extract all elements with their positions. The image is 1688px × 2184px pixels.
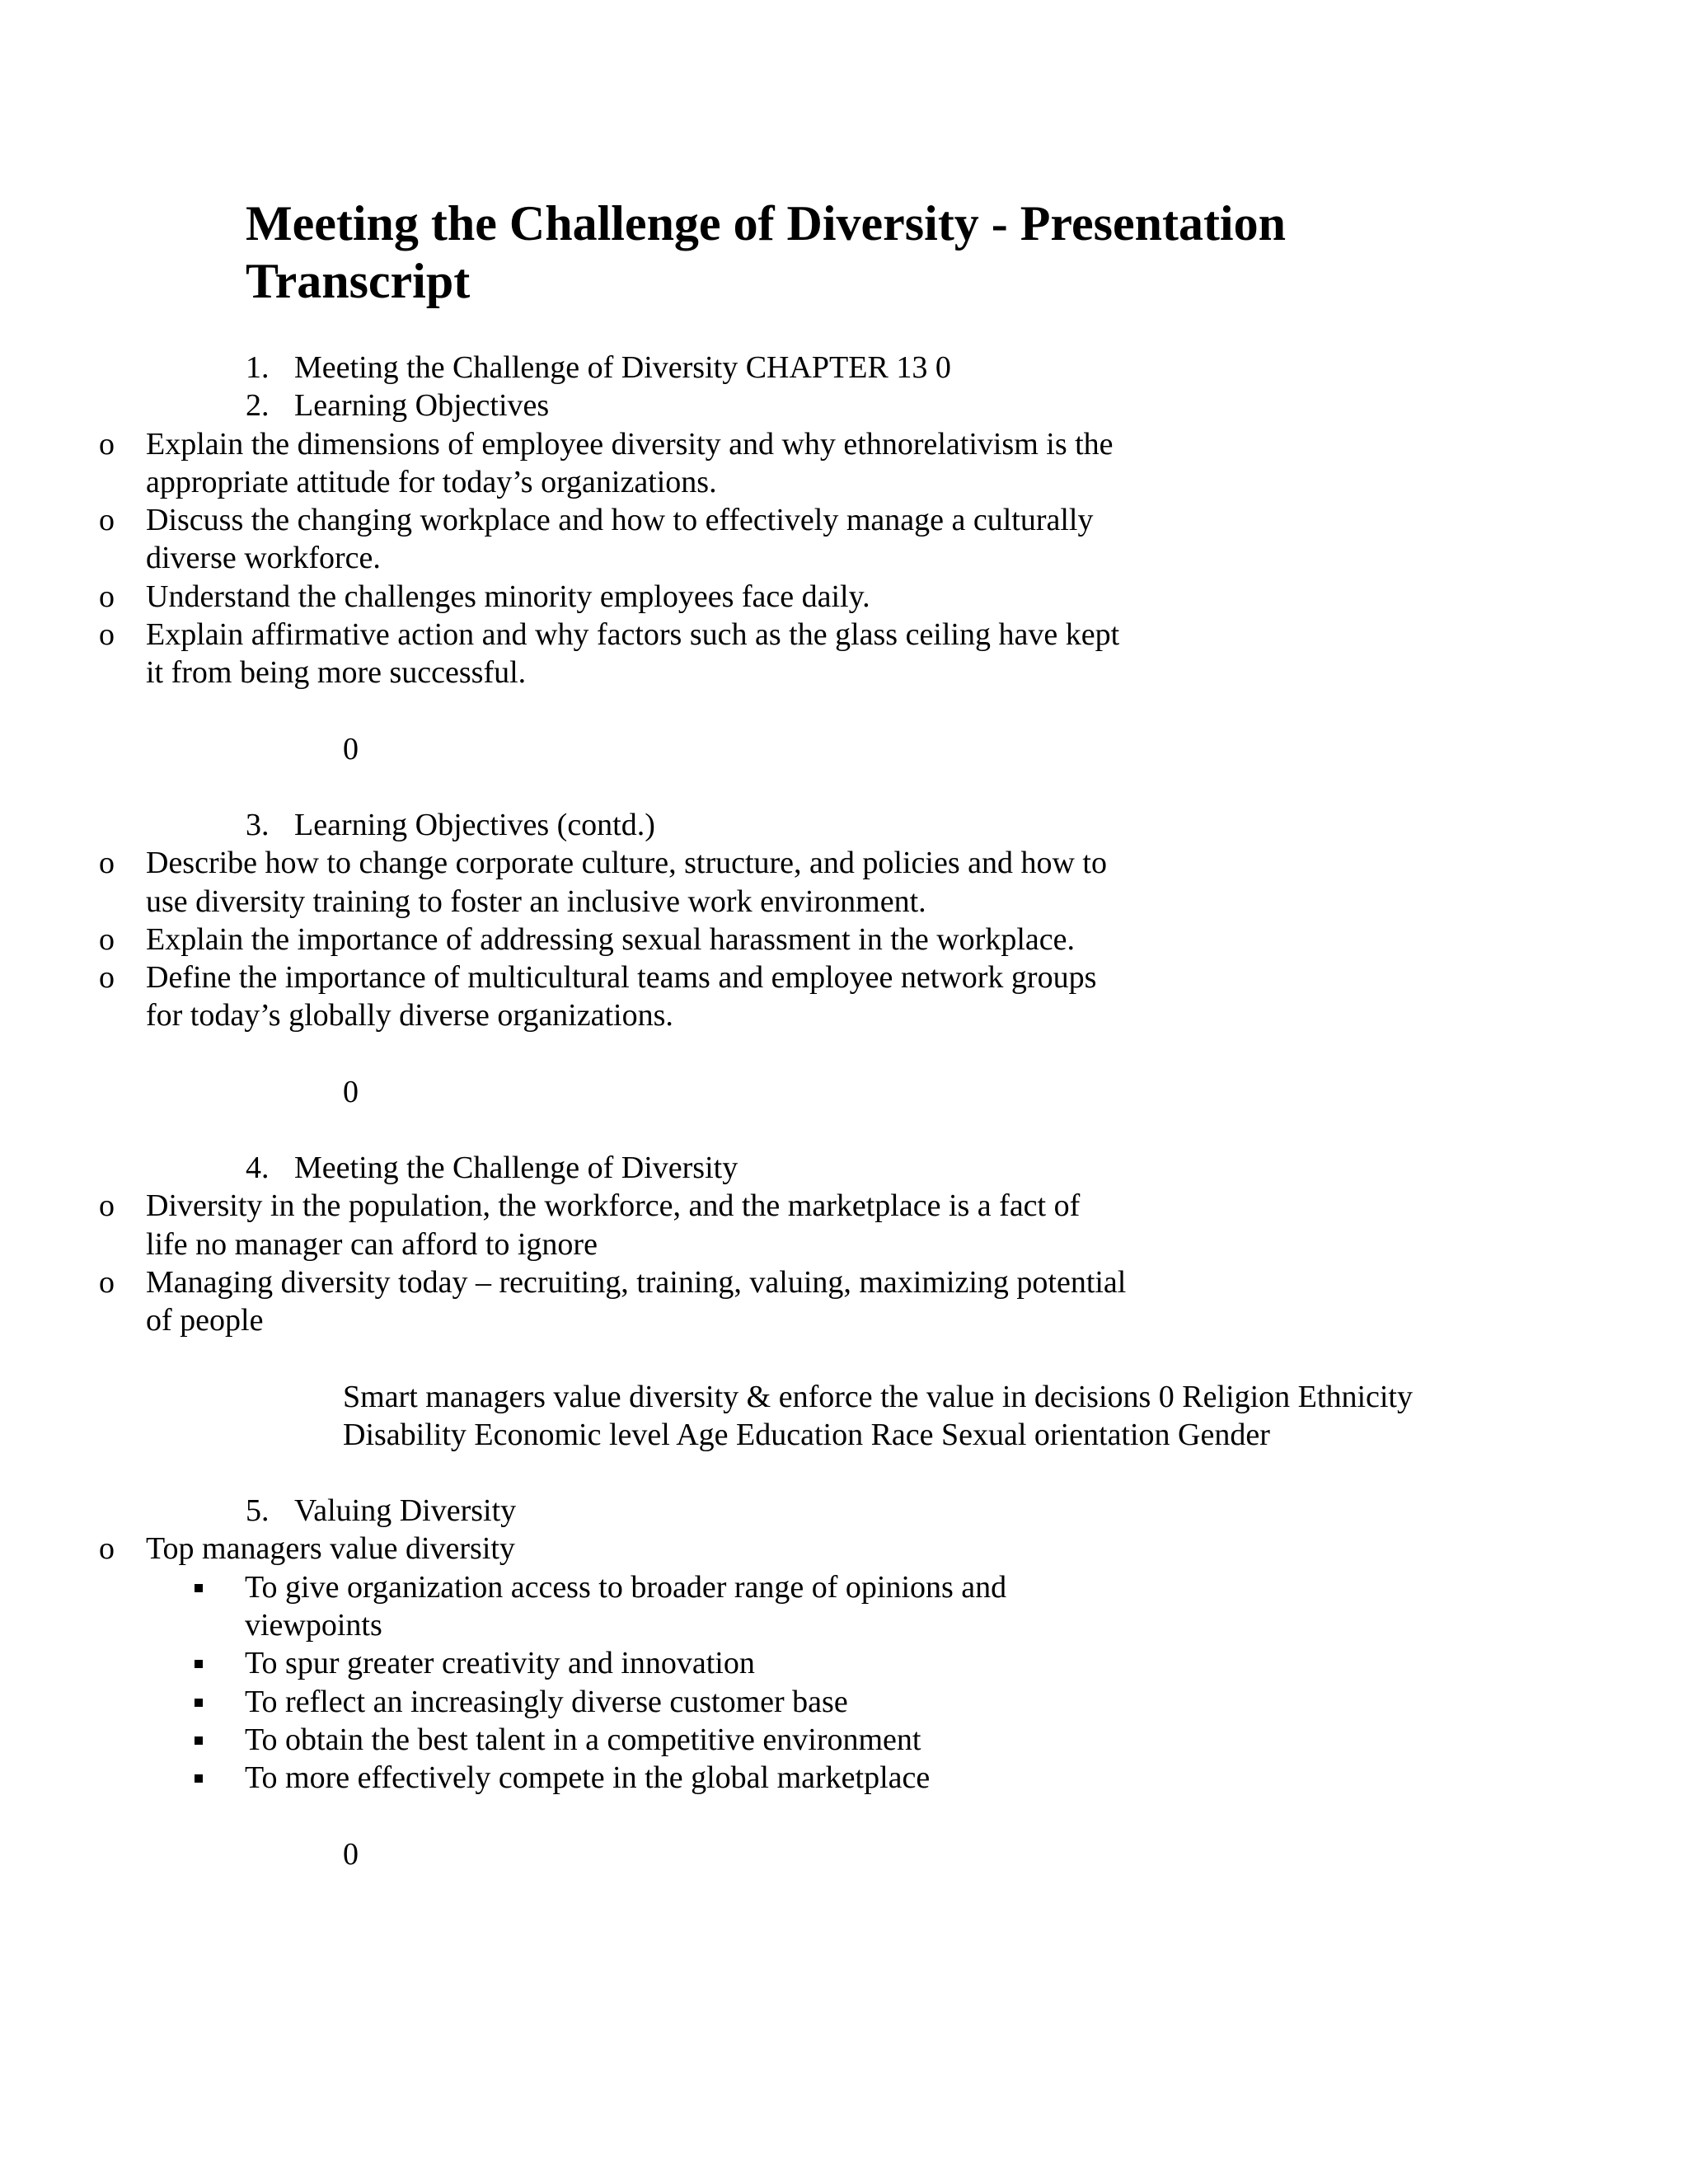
bullet-item: [99, 844, 1127, 921]
square-bullet-icon: [195, 1584, 203, 1592]
item-heading: Learning Objectives: [294, 388, 550, 424]
list-item-4: [0, 1149, 1448, 1187]
bullet-item: [99, 1263, 1127, 1340]
square-bullet-icon: [195, 1660, 203, 1668]
circle-bullet-icon: o: [99, 579, 115, 614]
bullet-item: [99, 616, 1127, 692]
bullet-text: Managing diversity today – recruiting, training, valuing, maximizing potential of people: [146, 1264, 1127, 1338]
sub-bullet-text: To give organization access to broader range of opinions and viewpoints: [245, 1569, 1007, 1643]
bullet-text: Explain the dimensions of employee diversity and why ethnorelativism is the appropriate attitude for today’s organizations.: [146, 426, 1114, 499]
bullet-text: Top managers value diversity: [146, 1531, 515, 1567]
square-bullet-icon: [195, 1736, 203, 1745]
square-bullet-icon: [195, 1699, 203, 1707]
list-item-3: [0, 806, 1448, 844]
bullet-list: [0, 1187, 1688, 1339]
circle-bullet-icon: o: [99, 617, 115, 653]
circle-bullet-icon: o: [99, 426, 115, 462]
bullet-text: Describe how to change corporate culture, structure, and policies and how to use diversity training to foster an inclusive work environment.: [146, 846, 1107, 919]
square-bullet-icon: [195, 1774, 203, 1783]
diversity-dimensions-paragraph: Smart managers value diversity & enforce the value in decisions 0 Religion Ethnicity Disability Economic level Age Education Race Sexual orientation Gender: [343, 1379, 1413, 1452]
document-title: Meeting the Challenge of Diversity - Presentation Transcript: [246, 196, 1286, 308]
circle-bullet-icon: o: [99, 503, 115, 538]
bullet-text: Explain affirmative action and why factors such as the glass ceiling have kept it from being more successful.: [146, 617, 1120, 691]
bullet-item: [99, 425, 1127, 502]
item-heading: Meeting the Challenge of Diversity CHAPTER 13 0: [294, 350, 951, 385]
slide-number-text: 0: [343, 1074, 359, 1109]
item-heading: Meeting the Challenge of Diversity: [294, 1151, 738, 1186]
bullet-item: [99, 501, 1127, 578]
sub-bullet-text: To more effectively compete in the global marketplace: [245, 1760, 931, 1796]
circle-bullet-icon: o: [99, 1188, 115, 1224]
bullet-item: [99, 958, 1127, 1035]
circle-bullet-icon: o: [99, 1531, 115, 1567]
bullet-list: [0, 425, 1688, 692]
item-number: 1.: [246, 350, 270, 385]
bullet-text: Understand the challenges minority employees face daily.: [146, 579, 870, 614]
item-heading: Valuing Diversity: [294, 1493, 517, 1529]
sub-bullet-item: [245, 1568, 1127, 1645]
document-body: [0, 349, 1688, 1873]
list-item-2: [0, 387, 1448, 424]
item-number: 5.: [246, 1493, 270, 1529]
sub-bullet-item: [245, 1721, 1127, 1759]
sub-bullet-item: [245, 1759, 1127, 1797]
circle-bullet-icon: o: [99, 921, 115, 957]
bullet-text: Diversity in the population, the workforce, and the marketplace is a fact of life no manager can afford to ignore: [146, 1188, 1081, 1262]
sub-bullet-text: To spur greater creativity and innovation: [245, 1646, 755, 1681]
bullet-text: Discuss the changing workplace and how to effectively manage a culturally diverse workforce.: [146, 503, 1094, 576]
circle-bullet-icon: o: [99, 960, 115, 996]
bullet-item: [99, 1530, 1127, 1568]
item-number: 4.: [246, 1151, 270, 1186]
sub-bullet-text: To obtain the best talent in a competitive environment: [245, 1722, 921, 1757]
sub-bullet-list: [0, 1568, 1688, 1797]
bullet-item: [99, 578, 1127, 616]
circle-bullet-icon: o: [99, 846, 115, 881]
circle-bullet-icon: o: [99, 1264, 115, 1300]
sub-bullet-item: [245, 1683, 1127, 1721]
bullet-item: [99, 921, 1127, 958]
item-number: 2.: [246, 388, 270, 424]
item-heading: Learning Objectives (contd.): [294, 807, 655, 842]
bullet-text: Explain the importance of addressing sexual harassment in the workplace.: [146, 921, 1075, 957]
sub-bullet-item: [245, 1644, 1127, 1682]
item-number: 3.: [246, 807, 270, 842]
bullet-list: [0, 1530, 1688, 1568]
bullet-list: [0, 844, 1688, 1034]
slide-number-text: 0: [343, 731, 359, 766]
list-item-1: [0, 349, 1448, 387]
slide-number-text: 0: [343, 1836, 359, 1872]
bullet-text: Define the importance of multicultural teams and employee network groups for today’s globally diverse organizations.: [146, 960, 1097, 1033]
list-item-5: [0, 1492, 1448, 1530]
sub-bullet-text: To reflect an increasingly diverse customer base: [245, 1684, 848, 1719]
bullet-item: [99, 1187, 1127, 1263]
